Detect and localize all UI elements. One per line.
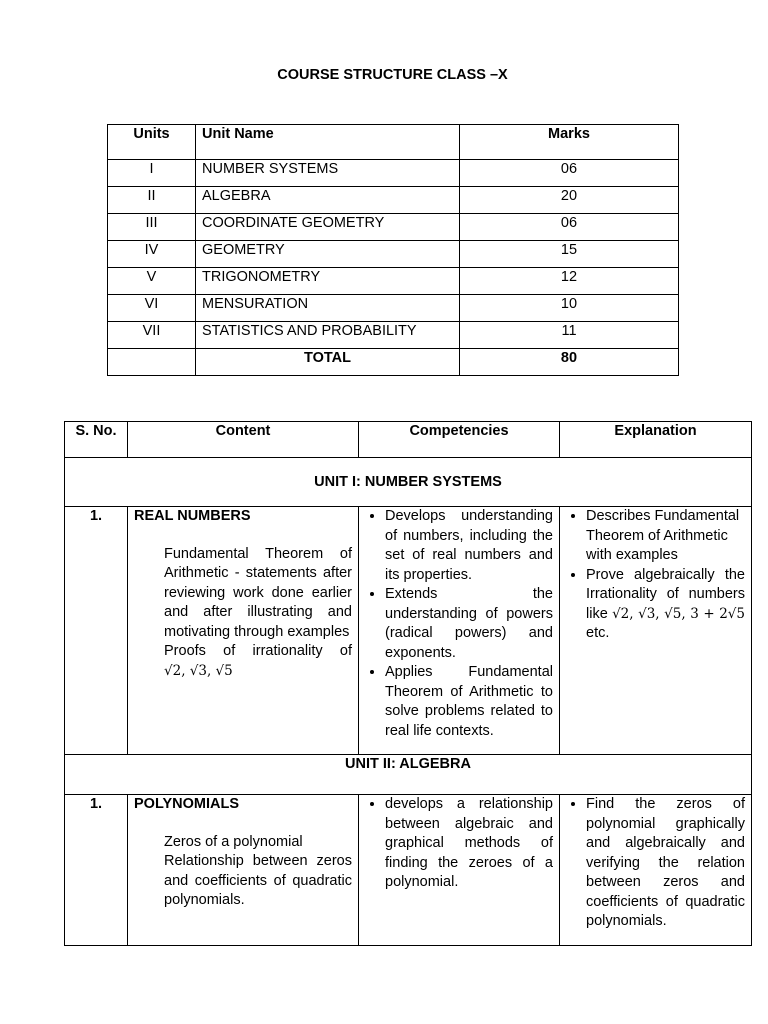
table-row xyxy=(108,295,679,322)
explanation-list xyxy=(566,507,745,644)
total-marks: 80 xyxy=(460,349,679,376)
unit-marks: 06 xyxy=(460,214,679,241)
content-cell xyxy=(128,795,359,946)
table-row xyxy=(108,322,679,349)
topic-title: POLYNOMIALS xyxy=(134,796,240,812)
unit-number: VI xyxy=(108,295,196,322)
header-explanation: Explanation xyxy=(560,422,752,458)
unit-marks: 20 xyxy=(460,187,679,214)
unit-number: III xyxy=(108,214,196,241)
topic-detail: Fundamental Theorem of Arithmetic - statements after reviewing work done earlier and after illustrating and motivating through examples xyxy=(164,545,352,640)
unit-marks: 06 xyxy=(460,160,679,187)
unit-name: ALGEBRA xyxy=(196,187,460,214)
table-row xyxy=(108,241,679,268)
list-item: • Develops understanding of numbers, including the set of real numbers and its properties. xyxy=(385,507,553,585)
unit-name: COORDINATE GEOMETRY xyxy=(196,214,460,241)
content-header-row xyxy=(65,422,752,458)
header-units: Units xyxy=(108,125,196,160)
explanation-text: Prove algebraically the Irrationality of numbers like xyxy=(586,566,745,622)
list-item xyxy=(586,566,745,644)
header-unit-name: Unit Name xyxy=(196,125,460,160)
content-table xyxy=(64,421,752,946)
total-row xyxy=(108,349,679,376)
explanation-cell xyxy=(560,507,752,755)
unit-2-title: UNIT II: ALGEBRA xyxy=(65,755,752,795)
list-item: • Applies Fundamental Theorem of Arithmetic to solve problems related to real life contexts. xyxy=(385,663,553,741)
unit-number: VII xyxy=(108,322,196,349)
table-row xyxy=(108,187,679,214)
unit-name: MENSURATION xyxy=(196,295,460,322)
table-row xyxy=(108,214,679,241)
table-header-row xyxy=(108,125,679,160)
unit-number: V xyxy=(108,268,196,295)
document-title: COURSE STRUCTURE CLASS –X xyxy=(277,67,508,83)
topic-detail: Zeros of a polynomial xyxy=(164,833,303,850)
table-row xyxy=(65,795,752,946)
header-content: Content xyxy=(128,422,359,458)
unit-marks: 15 xyxy=(460,241,679,268)
serial-number: 1. xyxy=(65,507,128,755)
header-competencies: Competencies xyxy=(359,422,560,458)
table-row xyxy=(108,160,679,187)
unit-name: TRIGONOMETRY xyxy=(196,268,460,295)
explanation-list xyxy=(566,795,745,932)
course-structure-table xyxy=(107,124,679,376)
topic-detail-relationship: Relationship between zeros and coefficients of quadratic polynomials. xyxy=(164,853,352,908)
list-item: • develops a relationship between algebraic and graphical methods of finding the zeroes of a polynomial. xyxy=(385,795,553,893)
unit-title-row xyxy=(65,458,752,507)
explanation-cell xyxy=(560,795,752,946)
total-empty-cell xyxy=(108,349,196,376)
topic-detail-proof xyxy=(134,642,352,681)
unit-1-title: UNIT I: NUMBER SYSTEMS xyxy=(65,458,752,507)
unit-number: IV xyxy=(108,241,196,268)
content-cell xyxy=(128,507,359,755)
unit-name: GEOMETRY xyxy=(196,241,460,268)
unit-title-row xyxy=(65,755,752,795)
unit-number: I xyxy=(108,160,196,187)
list-item: • Describes Fundamental Theorem of Arithmetic with examples xyxy=(586,507,745,566)
serial-number: 1. xyxy=(65,795,128,946)
header-sno: S. No. xyxy=(65,422,128,458)
unit-marks: 11 xyxy=(460,322,679,349)
proof-math: √2, √3, √5 xyxy=(164,662,233,679)
competencies-list xyxy=(365,507,553,741)
explanation-tail: etc. xyxy=(586,625,610,641)
competencies-cell xyxy=(359,507,560,755)
competencies-list xyxy=(365,795,553,893)
unit-marks: 10 xyxy=(460,295,679,322)
table-row xyxy=(108,268,679,295)
unit-name: STATISTICS AND PROBABILITY xyxy=(196,322,460,349)
total-label: TOTAL xyxy=(196,349,460,376)
competencies-cell xyxy=(359,795,560,946)
table-row xyxy=(65,507,752,755)
proof-text: Proofs of irrationality of xyxy=(164,643,352,659)
topic-title: REAL NUMBERS xyxy=(134,508,251,524)
explanation-math: √2, √3, √5, 3 + 2√5 xyxy=(612,605,745,622)
structure-rows xyxy=(108,160,679,376)
unit-number: II xyxy=(108,187,196,214)
unit-marks: 12 xyxy=(460,268,679,295)
list-item: • Find the zeros of polynomial graphically and algebraically and verifying the relation between zeros and coefficients of quadratic polynomials. xyxy=(586,795,745,932)
unit-name: NUMBER SYSTEMS xyxy=(196,160,460,187)
list-item: • Extends the understanding of powers (radical powers) and exponents. xyxy=(385,585,553,663)
header-marks: Marks xyxy=(460,125,679,160)
